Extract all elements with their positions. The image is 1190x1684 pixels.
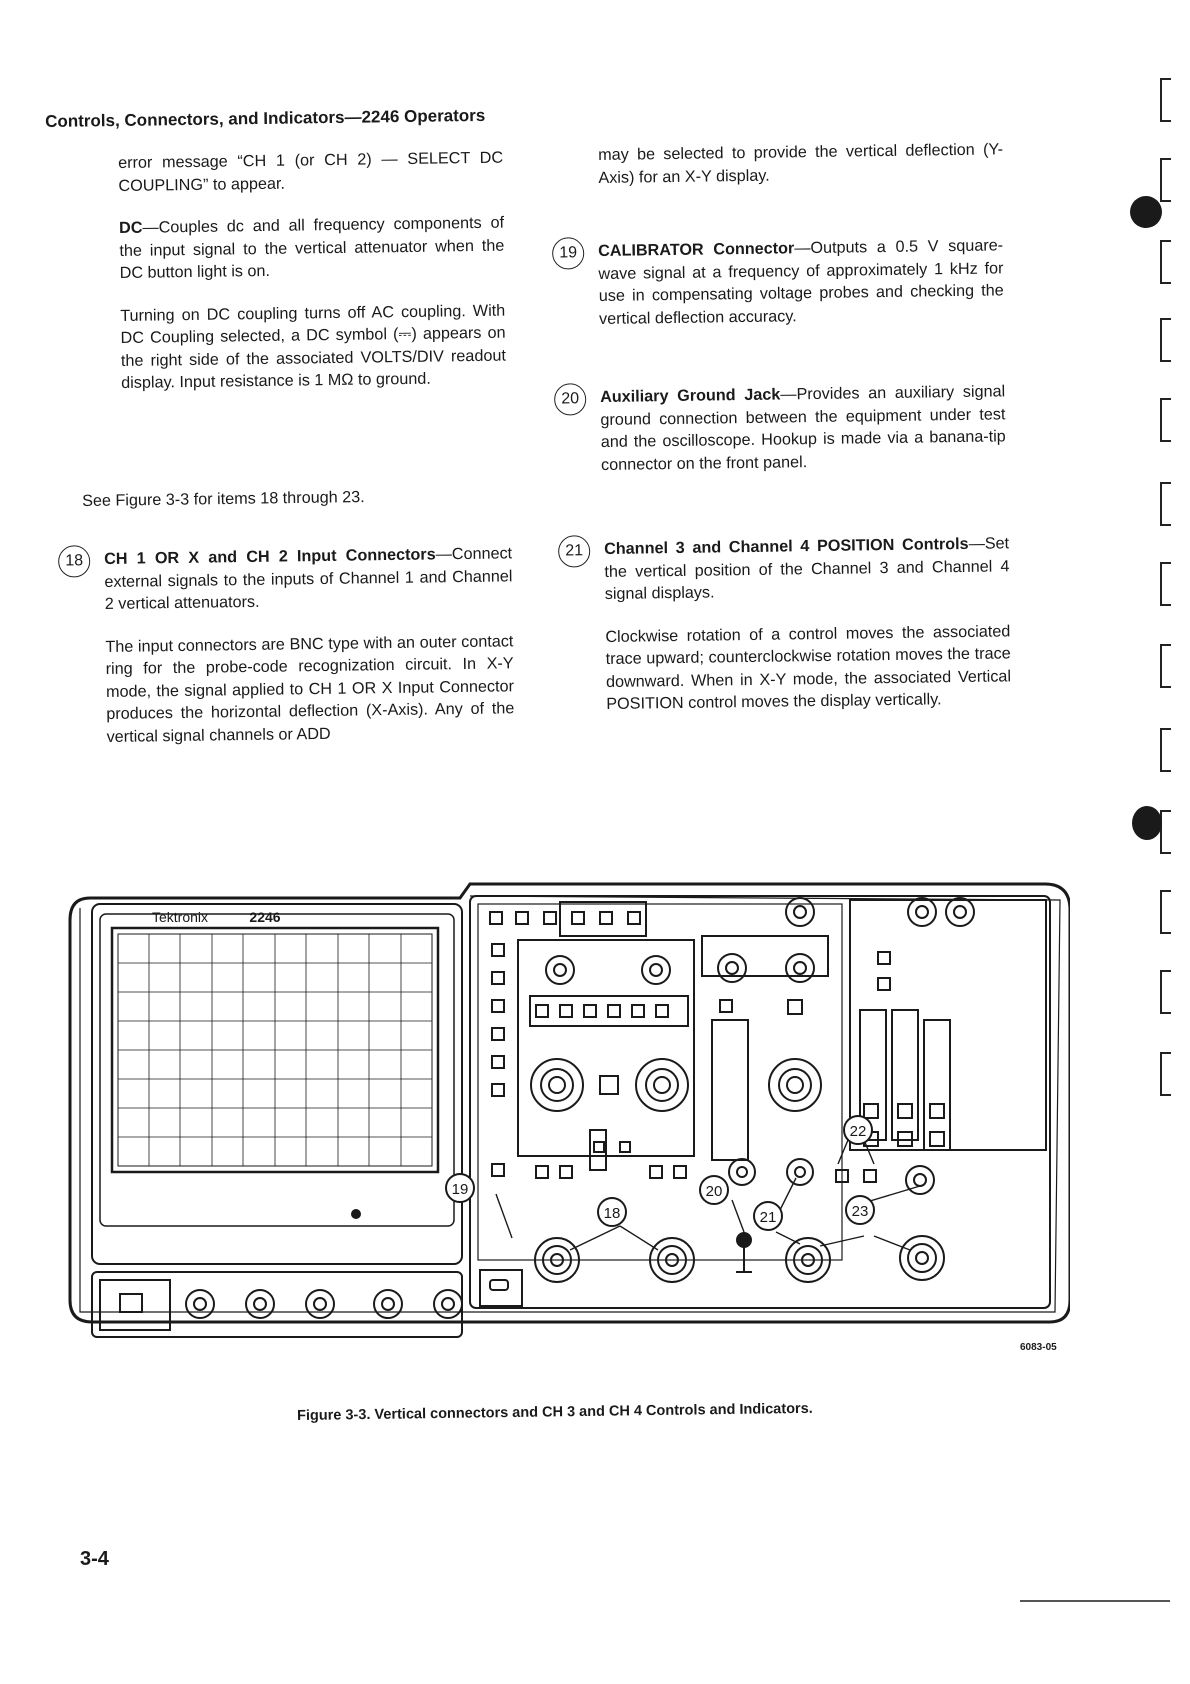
item-21-body: —Set the vertical position of the Channel 3 and Channel 4 signal displays. — [604, 534, 1010, 603]
paragraph-dc-coupling: Turning on DC coupling turns off AC coupling. With DC Coupling selected, a DC symbol (⎓) appears on the right side of the associated VOLTS/DIV readout display. Input resistance is 1 MΩ to ground. — [120, 301, 506, 392]
binding-bracket — [1160, 240, 1171, 284]
item-21-title: Channel 3 and Channel 4 POSITION Controls — [604, 534, 969, 558]
hole-punch-mark — [1132, 806, 1162, 840]
item-18-body: —Connect external signals to the inputs of Channel 1 and Channel 2 vertical attenuators. — [104, 544, 513, 613]
binding-bracket — [1160, 644, 1171, 688]
page-header: Controls, Connectors, and Indicators—2246 Operators — [45, 105, 486, 131]
item-21-paragraph-2: Clockwise rotation of a control moves the associated trace upward; counterclockwise rotation moves the trace downward. When in X-Y mode, the associated Vertical POSITION control moves the display vertically. — [605, 621, 1012, 713]
left-column-top — [118, 147, 506, 395]
item-18-block — [65, 542, 515, 748]
figure-caption: Figure 3-3. Vertical connectors and CH 3 and CH 4 Controls and Indicators. — [297, 1400, 813, 1424]
front-panel-figure — [60, 860, 1070, 1365]
item-21 — [565, 532, 1010, 605]
binding-bracket — [1160, 78, 1171, 122]
item-18-paragraph-2: The input connectors are BNC type with an outer contact ring for the probe-code recognization circuit. In X-Y mode, the signal applied to CH 1 OR X Input Connector produces the horizontal deflection (X-Axis). Any of the vertical signal channels or ADD — [105, 631, 515, 746]
binding-marks — [1130, 0, 1190, 1684]
item-19-body: —Outputs a 0.5 V square-wave signal at a frequency of approximately 1 kHz for use in compensating voltage probes and checking the vertical deflection accuracy. — [598, 236, 1004, 328]
dc-title: DC — [118, 218, 143, 237]
paragraph-dc — [119, 212, 505, 285]
binding-bracket — [1160, 1052, 1171, 1096]
footer-rule — [1020, 1600, 1170, 1602]
dc-body: —Couples dc and all frequency components of the input signal to the vertical attenuator when the DC button light is on. — [119, 213, 505, 282]
binding-bracket — [1160, 398, 1171, 442]
paragraph-xy-selection: may be selected to provide the vertical deflection (Y-Axis) for an X-Y display. — [598, 140, 1004, 187]
callout-23: 23 — [851, 1203, 869, 1220]
binding-bracket — [1160, 810, 1171, 854]
hole-punch-mark — [1130, 196, 1162, 228]
page-number: 3-4 — [80, 1548, 109, 1570]
model-label: 2246 — [249, 909, 281, 925]
binding-bracket — [1160, 970, 1171, 1014]
callout-19: 19 — [451, 1181, 469, 1198]
binding-bracket — [1160, 562, 1171, 606]
item-20 — [561, 380, 1006, 476]
callout-21: 21 — [759, 1209, 777, 1226]
callout-18: 18 — [603, 1205, 621, 1222]
item-20-block — [561, 380, 1006, 476]
front-panel-drawing — [60, 860, 1070, 1365]
callout-22: 22 — [849, 1123, 867, 1140]
binding-bracket — [1160, 728, 1171, 772]
item-18-title: CH 1 OR X and CH 2 Input Connectors — [104, 545, 436, 568]
item-19-title: CALIBRATOR Connector — [598, 239, 795, 260]
item-21-number: 21 — [558, 535, 590, 567]
item-20-title: Auxiliary Ground Jack — [600, 385, 781, 406]
item-19 — [559, 234, 1004, 330]
item-20-body: —Provides an auxiliary signal ground connection between the equipment under test and the oscilloscope. Hookup is made via a banana-tip connector on the front panel. — [600, 382, 1006, 474]
binding-bracket — [1160, 482, 1171, 526]
item-19-block — [559, 234, 1004, 330]
item-19-number: 19 — [552, 237, 584, 269]
figure-id: 6083-05 — [1020, 1342, 1057, 1353]
item-18 — [65, 542, 513, 615]
item-18-number: 18 — [58, 545, 90, 577]
see-figure-note: See Figure 3-3 for items 18 through 23. — [82, 488, 365, 510]
paragraph-error-message: error message “CH 1 (or CH 2) — SELECT DC COUPLING” to appear. — [118, 148, 504, 195]
item-20-number: 20 — [554, 383, 586, 415]
right-column-top — [598, 138, 1004, 189]
binding-bracket — [1160, 890, 1171, 934]
binding-bracket — [1160, 318, 1171, 362]
item-21-block — [565, 532, 1012, 715]
callout-20: 20 — [705, 1183, 723, 1200]
brand-label: Tektronix — [151, 909, 209, 925]
binding-bracket — [1160, 158, 1171, 202]
